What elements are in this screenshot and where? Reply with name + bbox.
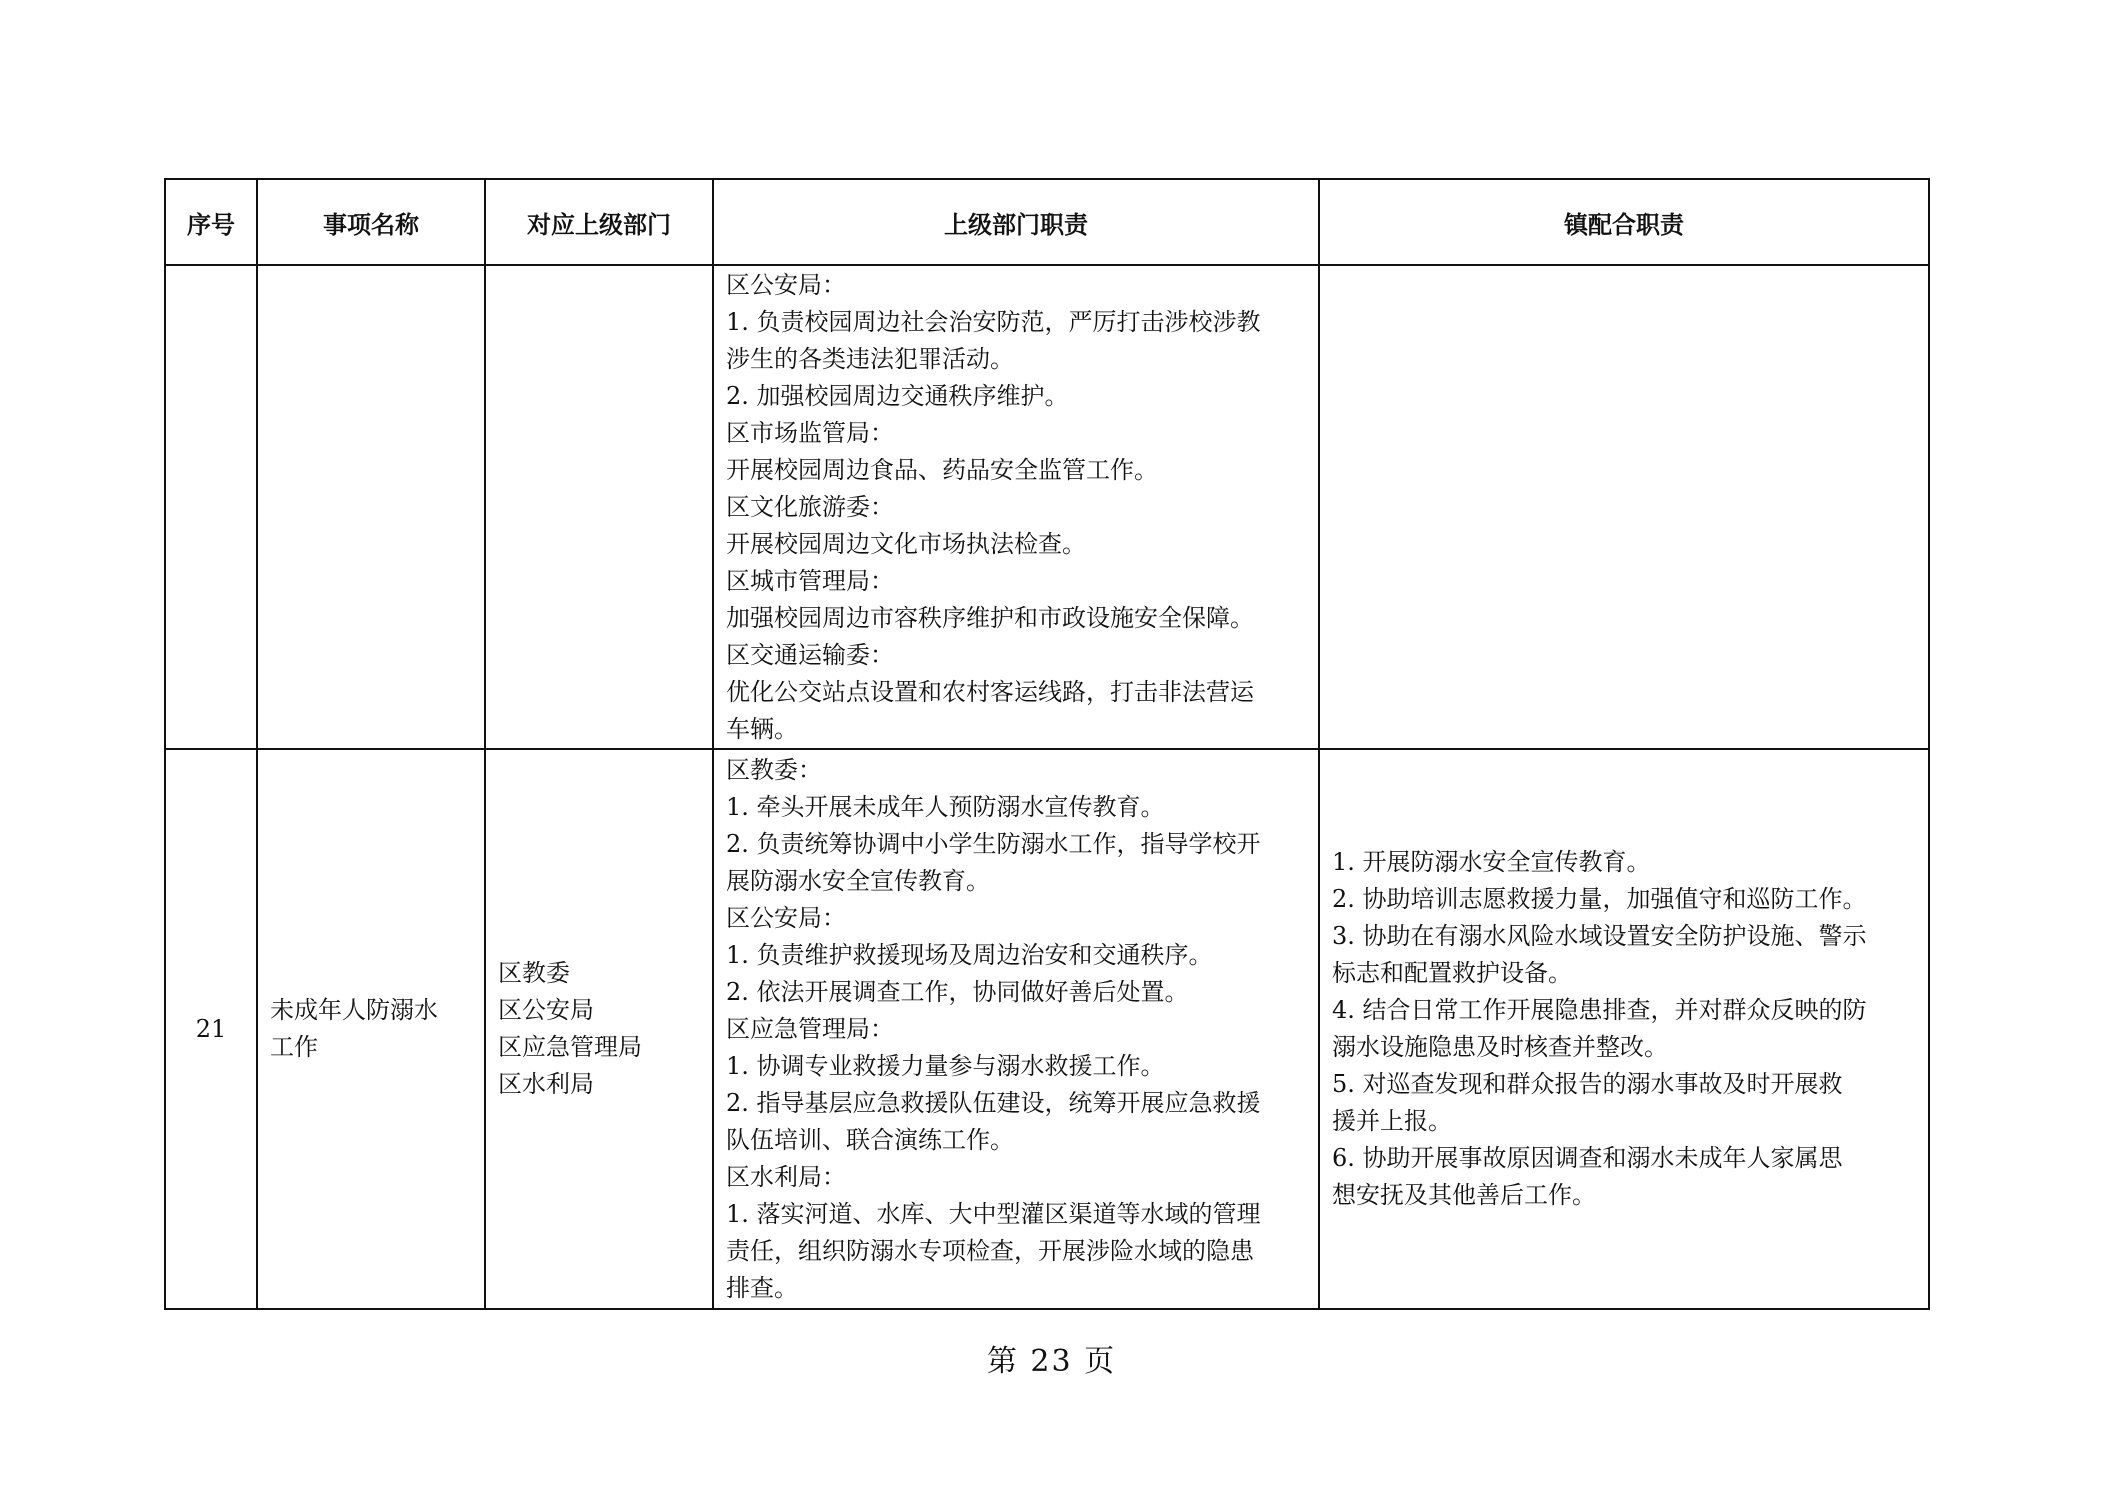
cell-text-line: 1. 牵头开展未成年人预防溺水宣传教育。 (726, 792, 1165, 821)
cell-text-line: 区应急管理局 (498, 1033, 642, 1061)
cell-text-line: 责任，组织防溺水专项检查，开展涉险水域的隐患 (726, 1236, 1254, 1265)
header-item-name: 事项名称 (257, 179, 485, 265)
cell-text-line: 5. 对巡查发现和群众报告的溺水事故及时开展救 (1332, 1070, 1843, 1098)
table-row (165, 265, 1929, 749)
cell-text-line: 区市场监管局： (726, 418, 894, 447)
row-town-duties-cell (1319, 265, 1929, 749)
row-name-cell (257, 265, 485, 749)
cell-text-line: 区交通运输委： (726, 640, 894, 669)
row-index-cell (165, 265, 257, 749)
cell-text-line: 区公安局： (726, 270, 846, 299)
cell-text-line: 未成年人防溺水 (270, 996, 438, 1024)
cell-text-line: 1. 开展防溺水安全宣传教育。 (1332, 848, 1651, 876)
cell-text-line: 排查。 (726, 1273, 798, 1302)
cell-text-line: 加强校园周边市容秩序维护和市政设施安全保障。 (726, 603, 1254, 632)
table-row (165, 749, 1929, 1309)
cell-text-line: 2. 负责统筹协调中小学生防溺水工作，指导学校开 (726, 829, 1261, 858)
cell-text-line: 1. 负责维护救援现场及周边治安和交通秩序。 (726, 940, 1213, 969)
cell-text-line: 车辆。 (726, 714, 798, 743)
row-depts-cell (485, 749, 713, 1309)
row-town-duties-cell (1319, 749, 1929, 1309)
cell-text-line: 队伍培训、联合演练工作。 (726, 1125, 1014, 1154)
header-upper-duties: 上级部门职责 (713, 179, 1319, 265)
cell-text-line: 1. 负责校园周边社会治安防范，严厉打击涉校涉教 (726, 307, 1261, 336)
cell-text-line: 开展校园周边食品、药品安全监管工作。 (726, 455, 1158, 484)
cell-text-line: 区文化旅游委： (726, 492, 894, 521)
cell-text-line: 3. 协助在有溺水风险水域设置安全防护设施、警示 (1332, 922, 1867, 950)
cell-text-line: 区教委： (726, 755, 822, 784)
header-index: 序号 (165, 179, 257, 265)
cell-text-line: 溺水设施隐患及时核查并整改。 (1332, 1033, 1668, 1061)
cell-text-line: 援并上报。 (1332, 1107, 1452, 1135)
cell-text-line: 区应急管理局： (726, 1014, 894, 1043)
row-index-cell: 21 (165, 749, 257, 1309)
cell-text-line: 开展校园周边文化市场执法检查。 (726, 529, 1086, 558)
row-name-cell (257, 749, 485, 1309)
table-header-row (165, 179, 1929, 265)
cell-text-line: 6. 协助开展事故原因调查和溺水未成年人家属思 (1332, 1144, 1843, 1172)
header-town-duties: 镇配合职责 (1319, 179, 1929, 265)
cell-text-line: 优化公交站点设置和农村客运线路，打击非法营运 (726, 677, 1254, 706)
cell-text-line: 1. 协调专业救援力量参与溺水救援工作。 (726, 1051, 1165, 1080)
row-upper-duties-cell (713, 749, 1319, 1309)
cell-text-line: 4. 结合日常工作开展隐患排查，并对群众反映的防 (1332, 996, 1867, 1024)
cell-text-line: 展防溺水安全宣传教育。 (726, 866, 990, 895)
cell-text-line: 2. 协助培训志愿救援力量，加强值守和巡防工作。 (1332, 885, 1867, 913)
cell-text-line: 工作 (270, 1033, 318, 1061)
cell-text-line: 想安抚及其他善后工作。 (1332, 1181, 1596, 1209)
duty-table (164, 178, 1930, 1310)
row-depts-cell (485, 265, 713, 749)
cell-text-line: 标志和配置救护设备。 (1332, 959, 1572, 987)
cell-text-line: 区公安局 (498, 996, 594, 1024)
header-upper-dept: 对应上级部门 (485, 179, 713, 265)
cell-text-line: 2. 指导基层应急救援队伍建设，统筹开展应急救援 (726, 1088, 1261, 1117)
cell-text-line: 涉生的各类违法犯罪活动。 (726, 344, 1014, 373)
page-number: 第 23 页 (986, 1344, 1117, 1379)
row-upper-duties-cell (713, 265, 1319, 749)
cell-text-line: 1. 落实河道、水库、大中型灌区渠道等水域的管理 (726, 1199, 1261, 1228)
cell-text-line: 区教委 (498, 959, 570, 987)
cell-text-line: 区城市管理局： (726, 566, 894, 595)
cell-text-line: 2. 依法开展调查工作，协同做好善后处置。 (726, 977, 1189, 1006)
cell-text-line: 区水利局 (498, 1070, 594, 1098)
cell-text-line: 区水利局： (726, 1162, 846, 1191)
cell-text-line: 2. 加强校园周边交通秩序维护。 (726, 381, 1069, 410)
cell-text-line: 区公安局： (726, 903, 846, 932)
